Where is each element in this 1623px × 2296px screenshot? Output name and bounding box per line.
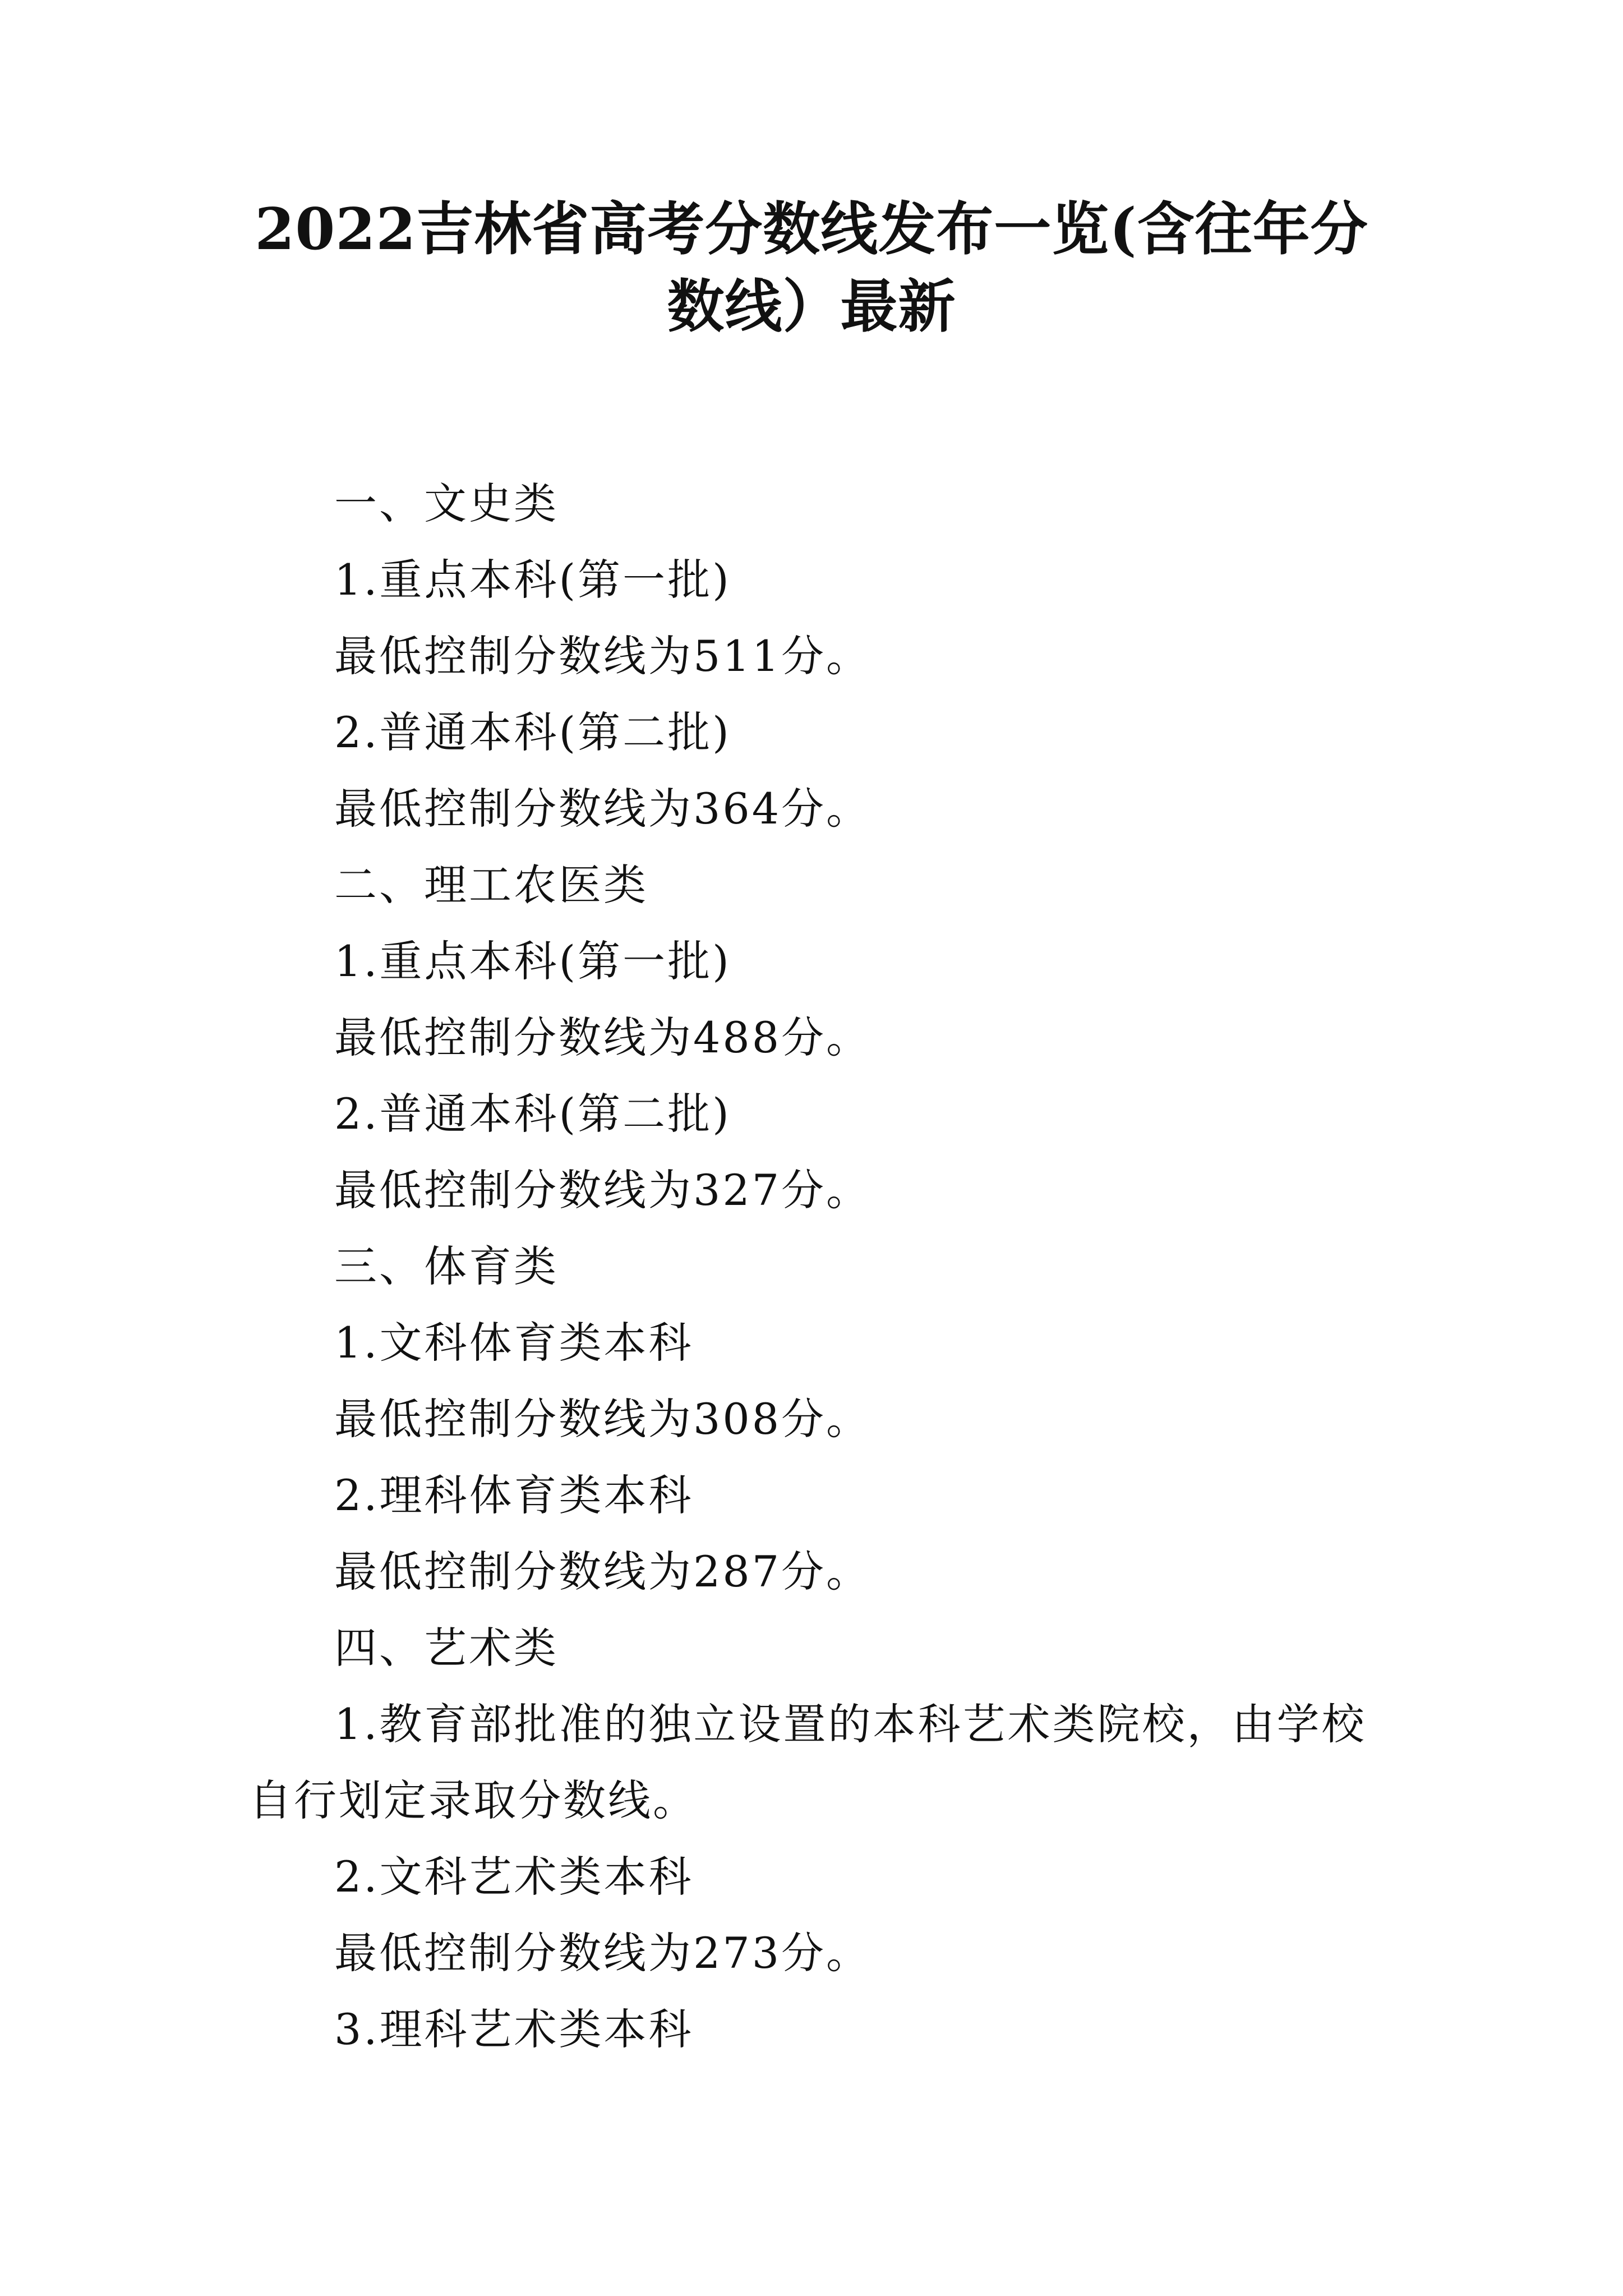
- body-paragraph: 2.文科艺术类本科: [334, 1852, 694, 1902]
- body-paragraph: 1.教育部批准的独立设置的本科艺术类院校，由学校自行划定录取分数线。: [249, 1699, 1367, 1825]
- body-paragraph: 最低控制分数线为273分。: [334, 1928, 872, 1978]
- body-paragraph: 三、体育类: [334, 1241, 559, 1291]
- body-paragraph: 最低控制分数线为511分。: [334, 631, 872, 681]
- body-paragraph: 最低控制分数线为308分。: [334, 1394, 872, 1444]
- document-title: 2022吉林省高考分数线发布一览(含往年分数线）最新: [255, 196, 1368, 341]
- body-paragraph: 最低控制分数线为327分。: [334, 1165, 872, 1215]
- body-paragraph: 最低控制分数线为287分。: [334, 1547, 872, 1596]
- body-paragraph: 四、艺术类: [334, 1623, 559, 1673]
- body-paragraph: 最低控制分数线为364分。: [334, 784, 872, 834]
- body-paragraph: 2.普通本科(第二批): [334, 707, 731, 757]
- body-paragraph: 一、文史类: [334, 478, 559, 528]
- document-body: [249, 466, 1376, 2068]
- body-paragraph: 最低控制分数线为488分。: [334, 1013, 872, 1062]
- body-paragraph: 2.普通本科(第二批): [334, 1089, 731, 1139]
- body-paragraph: 3.理科艺术类本科: [334, 2004, 694, 2054]
- body-paragraph: 1.文科体育类本科: [334, 1318, 694, 1368]
- body-paragraph: 2.理科体育类本科: [334, 1470, 694, 1520]
- body-paragraph: 1.重点本科(第一批): [334, 936, 731, 986]
- body-paragraph: 二、理工农医类: [334, 860, 648, 910]
- body-paragraph: 1.重点本科(第一批): [334, 555, 731, 605]
